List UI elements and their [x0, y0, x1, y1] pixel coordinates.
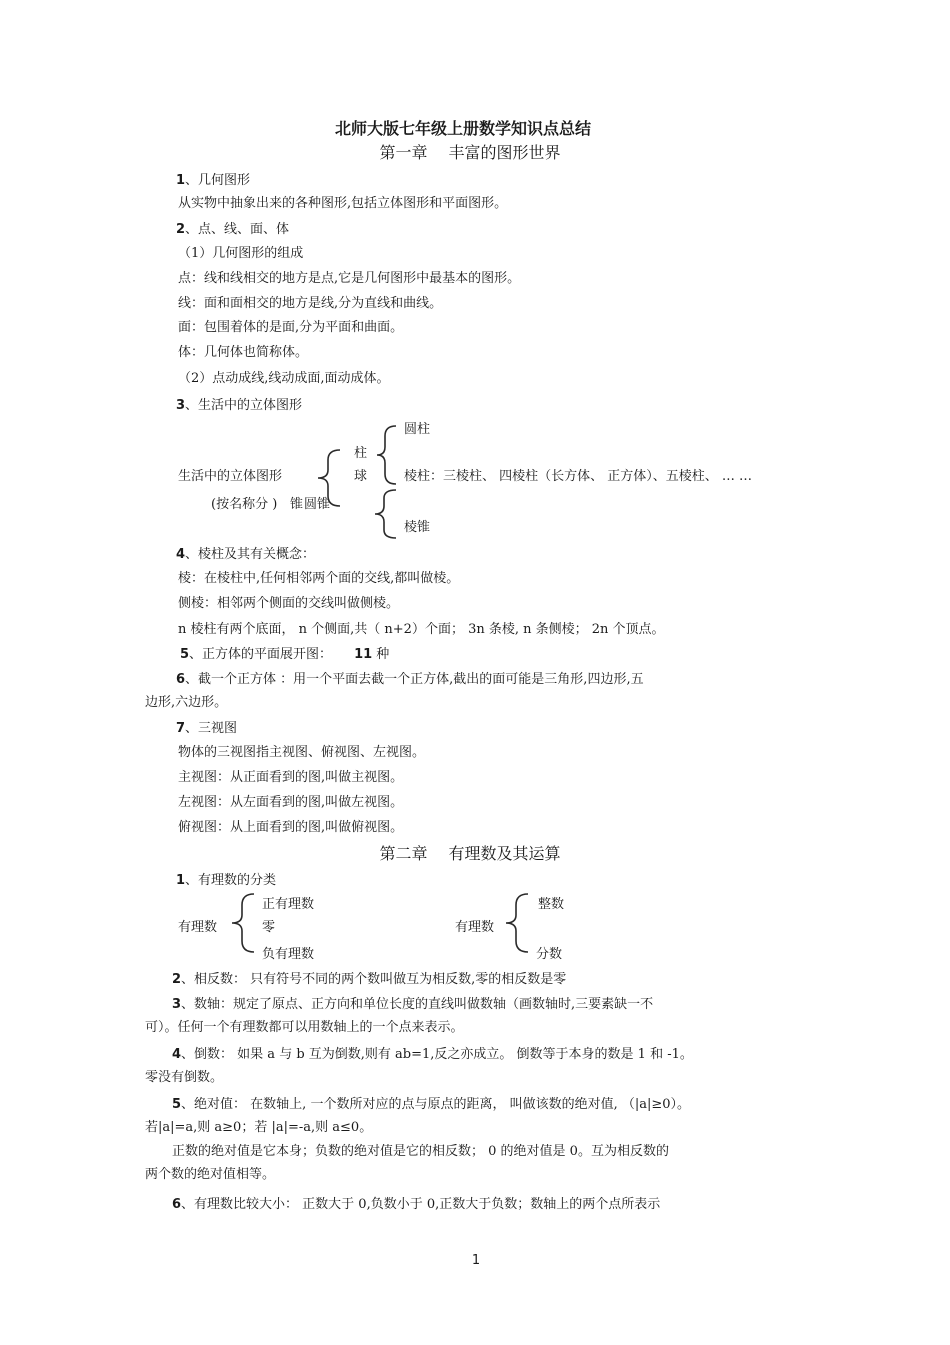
line-definition: 线：面和面相交的地方是线,分为直线和曲线。 — [178, 296, 443, 311]
diagram-root-label: 生活中的立体图形 — [178, 469, 283, 484]
diagram-prism: 棱柱：三棱柱、 四棱柱（长方体、 正方体）、五棱柱、 … … — [404, 469, 753, 484]
diagram-left-brace — [314, 448, 344, 508]
classification-integer: 整数 — [538, 897, 565, 912]
section-2-6-heading: 6、有理数比较大小： 正数大于 0,负数小于 0,正数大于负数；数轴上的两个点所表示 — [172, 1197, 661, 1212]
page-number: 1 — [471, 1253, 481, 1268]
classification-fraction: 分数 — [536, 947, 563, 962]
absolute-value-opposites: 两个数的绝对值相等。 — [145, 1167, 276, 1182]
section-1-6-continuation: 边形,六边形。 — [145, 695, 228, 710]
diagram-classification-note: (按名称分 ) — [211, 497, 278, 512]
document-title: 北师大版七年级上册数学知识点总结 — [334, 119, 591, 138]
section-1-5-heading: 5、正方体的平面展开图： 11 种 — [180, 647, 390, 662]
classification-left-root: 有理数 — [178, 920, 218, 935]
prism-count-rule: n 棱柱有两个底面， n 个侧面,共（ n+2）个面； 3n 条棱, n 条侧棱； 2n 个顶点。 — [178, 622, 665, 637]
front-view-definition: 主视图：从正面看到的图,叫做主视图。 — [178, 770, 404, 785]
classification-negative: 负有理数 — [262, 947, 315, 962]
absolute-value-rule: 若|a|=a,则 a≥0；若 |a|=-a,则 a≤0。 — [145, 1120, 373, 1135]
diagram-column-char: 柱 — [354, 446, 368, 461]
chapter-2-title: 第二章 有理数及其运算 — [379, 844, 561, 863]
diagram-bottom-brace — [372, 488, 400, 540]
three-views-summary: 物体的三视图指主视图、俯视图、左视图。 — [178, 745, 426, 760]
section-1-2-heading: 2、点、线、面、体 — [176, 222, 290, 237]
section-2-2-heading: 2、相反数： 只有符号不同的两个数叫做互为相反数,零的相反数是零 — [172, 972, 567, 987]
top-view-definition: 俯视图：从上面看到的图,叫做俯视图。 — [178, 820, 404, 835]
left-view-definition: 左视图：从左面看到的图,叫做左视图。 — [178, 795, 404, 810]
section-2-3-heading: 3、数轴：规定了原点、正方向和单位长度的直线叫做数轴（画数轴时,三要素缺一不 — [172, 997, 654, 1012]
section-1-1-body: 从实物中抽象出来的各种图形,包括立体图形和平面图形。 — [178, 196, 508, 211]
classification-left-brace — [228, 892, 258, 954]
diagram-cylinder: 圆柱 — [404, 422, 431, 437]
edge-definition: 棱：在棱柱中,任何相邻两个面的交线,都叫做棱。 — [178, 571, 460, 586]
section-1-4-heading: 4、棱柱及其有关概念： — [176, 547, 316, 562]
section-1-1-heading: 1、几何图形 — [176, 173, 251, 188]
section-1-3-heading: 3、生活中的立体图形 — [176, 398, 303, 413]
classification-zero: 零 — [262, 920, 276, 935]
section-1-6-heading: 6、截一个正方体 ：用一个平面去截一个正方体,截出的面可能是三角形,四边形,五 — [176, 672, 644, 687]
diagram-pyramid: 棱锥 — [404, 520, 431, 535]
chapter-1-title: 第一章 丰富的图形世界 — [379, 143, 561, 162]
section-2-1-heading: 1、有理数的分类 — [176, 873, 277, 888]
classification-right-root: 有理数 — [455, 920, 495, 935]
section-1-7-heading: 7、三视图 — [176, 721, 238, 736]
section-2-4-heading: 4、倒数： 如果 a 与 b 互为倒数,则有 ab=1,反之亦成立。 倒数等于本身的数是 1 和 -1。 — [172, 1047, 693, 1062]
section-2-4-continuation: 零没有倒数。 — [145, 1070, 224, 1085]
diagram-ball-char: 球 — [354, 469, 368, 484]
section-2-3-continuation: 可）。任何一个有理数都可以用数轴上的一个点来表示。 — [145, 1020, 464, 1035]
solid-definition: 体：几何体也简称体。 — [178, 345, 309, 360]
diagram-cone-group: 锥 — [290, 497, 304, 512]
classification-positive: 正有理数 — [262, 897, 315, 912]
section-1-2-sub2: （2）点动成线,线动成面,面动成体。 — [178, 371, 390, 386]
diagram-cone-item: 圆锥 — [304, 497, 331, 512]
lateral-edge-definition: 侧棱：相邻两个侧面的交线叫做侧棱。 — [178, 596, 400, 611]
point-definition: 点：线和线相交的地方是点,它是几何图形中最基本的图形。 — [178, 271, 521, 286]
face-definition: 面：包围着体的是面,分为平面和曲面。 — [178, 320, 404, 335]
classification-right-brace — [502, 892, 532, 954]
section-2-5-heading: 5、绝对值： 在数轴上, 一个数所对应的点与原点的距离， 叫做该数的绝对值, （|a|≥0）。 — [172, 1097, 691, 1112]
diagram-top-brace — [374, 424, 400, 486]
absolute-value-properties: 正数的绝对值是它本身；负数的绝对值是它的相反数； 0 的绝对值是 0。互为相反数的 — [172, 1144, 669, 1159]
section-1-2-sub1: （1）几何图形的组成 — [178, 246, 304, 261]
